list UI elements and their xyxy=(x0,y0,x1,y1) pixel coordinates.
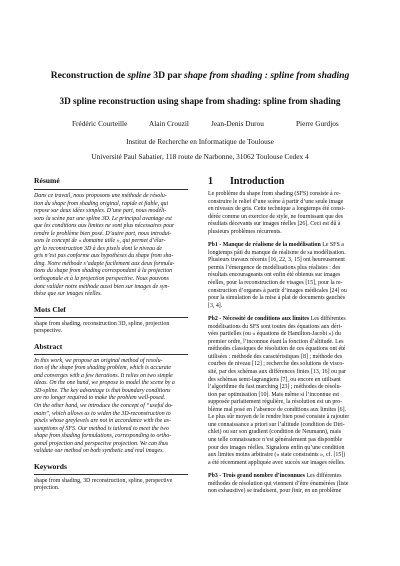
pb2-run-in-heading: Pb2 - Nécessité de conditions aux limites xyxy=(208,316,310,323)
pb2-line: courbes de niveau [12] ; recherche des solutions de visco- xyxy=(208,361,345,368)
pb1-line: permis l’émergence de modélisations plus réalistes : des xyxy=(208,264,341,271)
keywords-body xyxy=(34,478,188,493)
resume-rule xyxy=(34,189,188,190)
intro-line: Le problème du shape from shading (SFS) consiste à re- xyxy=(208,191,341,197)
abstract-line: On the other hand, we introduce the concept of “useful do- xyxy=(34,403,174,410)
mots-clef-line: shape from shading, reconstruction 3D, spline, projection xyxy=(34,320,170,327)
resume-line: sons la scène par une spline 3D. Le principal avantage est xyxy=(34,215,172,222)
author-1: Frédéric Courteille xyxy=(72,119,128,128)
pb2-line: tion par optimisation [10]. Mais même si l’inconnue est xyxy=(208,391,340,398)
abstract-line: tion of the shape from shading problem, which is accurate xyxy=(34,365,171,372)
mots-clef-line: perspective. xyxy=(34,328,63,335)
pb1-line: résultats encourageants ont enfin été obtenus sur images xyxy=(208,272,341,279)
resume-line: ding. Notre méthode s’adapte facilement aux deux formula- xyxy=(34,260,175,267)
pb3-paragraph xyxy=(208,473,368,496)
intro-paragraph xyxy=(208,191,368,236)
resume-line: rendre le problème bien posé. D’autre part, nous introdui- xyxy=(34,230,172,237)
resume-line: que les conditions aux limites ne sont plus nécessaires pour xyxy=(34,223,175,230)
pb1-run-in-heading: Pb1 - Manque de réalisme de la modélisation xyxy=(208,242,321,249)
abstract-line: shape from shading formulations, corresponding to ortho- xyxy=(34,433,172,440)
resume-line: orthogonale et à la projection perspective. Nous pouvons xyxy=(34,276,169,283)
pb2-line: Le plus sûr moyen de le rendre bien posé consiste à rajouter xyxy=(208,414,350,421)
intro-line: plusieurs problèmes récurrents. xyxy=(208,228,282,235)
left-column xyxy=(34,176,188,493)
pb1-line: Le SFS a xyxy=(320,242,344,249)
pb2-first-line xyxy=(208,316,368,324)
resume-line: donc valider notre méthode aussi bien sur images de syn- xyxy=(34,283,170,290)
pb1-line: longtemps pâti du manque de réalisme de sa modélisation. xyxy=(208,249,346,256)
keywords-line: shape from shading, 3D reconstruction, spline, perspective xyxy=(34,477,173,484)
section-heading-introduction xyxy=(208,176,368,187)
pb3-line: non exhaustive) se traduisent, pour finir, en un problème xyxy=(208,488,342,495)
mots-clef-body xyxy=(34,321,188,336)
pb2-line: a été récemment appliquée avec succès sur images réelles. xyxy=(208,459,346,466)
resume-line: gris n’est pas conforme aux hypothèses du shape from sha- xyxy=(34,253,174,260)
author-2: Alain Crouzil xyxy=(149,119,189,128)
pb3-first-line xyxy=(208,473,368,481)
abstract-line: ideas. On the one hand, we propose to model the scene by a xyxy=(34,380,175,387)
pb2-line: chlet) ou sur son gradient (condition de Neumann), mais xyxy=(208,429,341,436)
abstract-line: validate our method on both synthetic and real images. xyxy=(34,448,164,455)
intro-line: construire le relief d’une scène à partir d’une seule image xyxy=(208,198,344,205)
resume-line: thèse que sur images réelles. xyxy=(34,291,102,298)
pb2-line: une connaissance a priori sur l’altitude (condition de Diri- xyxy=(208,421,345,428)
pb1-line: [3, 4]. xyxy=(208,302,223,309)
section-title: Introduction xyxy=(230,176,285,187)
resume-line: tion du shape from shading original, rapide et fiable, qui xyxy=(34,200,169,207)
abstract-body xyxy=(34,358,188,456)
pb2-line: modélisations du SFS sont toutes des équations aux déri- xyxy=(208,323,343,330)
pb2-line: blème mal posé en l’absence de conditions aux limites [6]. xyxy=(208,406,347,413)
pb3-line: Les différentes xyxy=(304,473,342,480)
pb1-line: Plusieurs travaux récents [16, 22, 3, 15] ont heureusement xyxy=(208,257,345,264)
pb2-line: utilisées : méthode des caractéristiques [8] ; méthode des xyxy=(208,353,343,360)
pb3-run-in-heading: Pb3 - Trois grand nombre d’inconnues xyxy=(208,473,305,480)
keywords-heading: Keywords xyxy=(34,461,67,471)
abstract-line: sumptions of SFS. Our method is tailored to meet the two xyxy=(34,425,169,432)
title-french xyxy=(0,70,400,81)
affiliation-address: Université Paul Sabatier, 118 route de Narbonne, 31062 Toulouse Cedex 4 xyxy=(91,152,309,161)
abstract-line: 3D-spline. The key advantage is that boundary conditions xyxy=(34,387,171,394)
resume-line: repose sur deux idées simples. D’une part, nous modéli- xyxy=(34,208,167,215)
resume-heading: Résumé xyxy=(34,176,60,185)
pb2-line: des schémas semi-lagrangiens [7], ou encore en utilisant xyxy=(208,376,341,383)
pb2-line: méthodes classiques de résolution de ces équations ont été xyxy=(208,346,346,353)
title-fr-part-2: spline xyxy=(127,70,151,81)
intro-line: résultats décevants sur images réelles [26]. Ceci est dû à xyxy=(208,221,341,228)
mots-clef-heading: Mots Clef xyxy=(34,304,66,314)
intro-line: en niveaux de gris. Cette technique a longtemps été consi- xyxy=(208,206,346,213)
pb1-line: construction d’organes à partir d’images médicales [24] ou xyxy=(208,287,347,294)
pb2-line: aux limites moins arbitraire (« state constraints », cf. [15]) xyxy=(208,452,346,459)
abstract-heading: Abstract xyxy=(34,341,63,351)
title-english: 3D spline reconstruction using shape from shading: spline from shading xyxy=(59,96,341,106)
pb2-line: l’algorithme du fast marching [23] ; méthodes de résolu- xyxy=(208,384,342,391)
keywords-line: projection. xyxy=(34,485,60,492)
pb2-line: premier ordre, l’inconnue étant la fonction d’altitude. Les xyxy=(208,338,344,345)
abstract-line: In this work, we propose an original method of resolu- xyxy=(34,357,163,364)
mots-clef-rule xyxy=(34,317,188,318)
pb2-paragraph xyxy=(208,316,368,467)
resume-body xyxy=(34,193,188,299)
abstract-line: gonal projection and perspective projection. We can thus xyxy=(34,440,169,447)
abstract-line: main”, which allows us to widen the 3D-reconstruction to xyxy=(34,410,171,417)
pb2-line: sité, par des schémas aux différences finies [13, 16] ou par xyxy=(208,369,346,376)
resume-line: tions du shape from shading correspondant à la projection xyxy=(34,268,173,275)
resume-line: gir la reconstruction 3D à des pixels dont le niveau de xyxy=(34,245,163,252)
resume-line: sons le concept de « domaine utile », qui permet d’élar- xyxy=(34,238,166,245)
section-number: 1 xyxy=(208,176,213,187)
resume-line: Dans ce travail, nous proposons une méthode de résolu- xyxy=(34,193,167,199)
pb2-line: vées partielles (ou « équations de Hamilton-Jacobi ») du xyxy=(208,331,341,338)
pb2-line: pour des images réelles. Signalons enfin qu’une condition xyxy=(208,444,345,451)
title-fr-part-3: 3D par xyxy=(150,70,185,81)
author-4: Pierre Gurdjos xyxy=(296,119,339,128)
pb1-line: pour la simulation de la mise à plat de documents gauchés xyxy=(208,295,346,302)
pb3-line: méthodes de résolution qui viennent d’être énumérées (liste xyxy=(208,480,349,487)
pb1-line: réelles, pour la reconstruction de visages [15], pour la re- xyxy=(208,280,343,287)
abstract-line: and converges with a few iterations. It relies on two simple xyxy=(34,372,173,379)
affiliation-institute: Institut de Recherche en Informatique de Toulouse xyxy=(126,137,274,146)
abstract-line: are no longer required to make the problem well-posed. xyxy=(34,395,166,402)
pb1-first-line xyxy=(208,242,368,250)
pb2-line: Les différentes xyxy=(309,316,346,323)
abstract-rule xyxy=(34,354,188,355)
title-fr-part-1: Reconstruction de xyxy=(50,70,128,81)
pb2-line: supposée parfaitement régulière, la résolution est un pro- xyxy=(208,399,343,406)
intro-line: dérée comme un exercice de style, ne fournissant que des xyxy=(208,213,344,220)
author-3: Jean-Denis Durou xyxy=(211,119,264,128)
abstract-line: pixels whose greylevels are not in accordance with the as- xyxy=(34,418,171,425)
right-column xyxy=(208,176,368,496)
keywords-rule xyxy=(34,474,188,475)
pb2-line: une telle connaissance n’est généralement pas disponible xyxy=(208,436,343,443)
pb1-paragraph xyxy=(208,242,368,310)
title-fr-part-4: shape from shading : spline from shading xyxy=(184,70,350,81)
